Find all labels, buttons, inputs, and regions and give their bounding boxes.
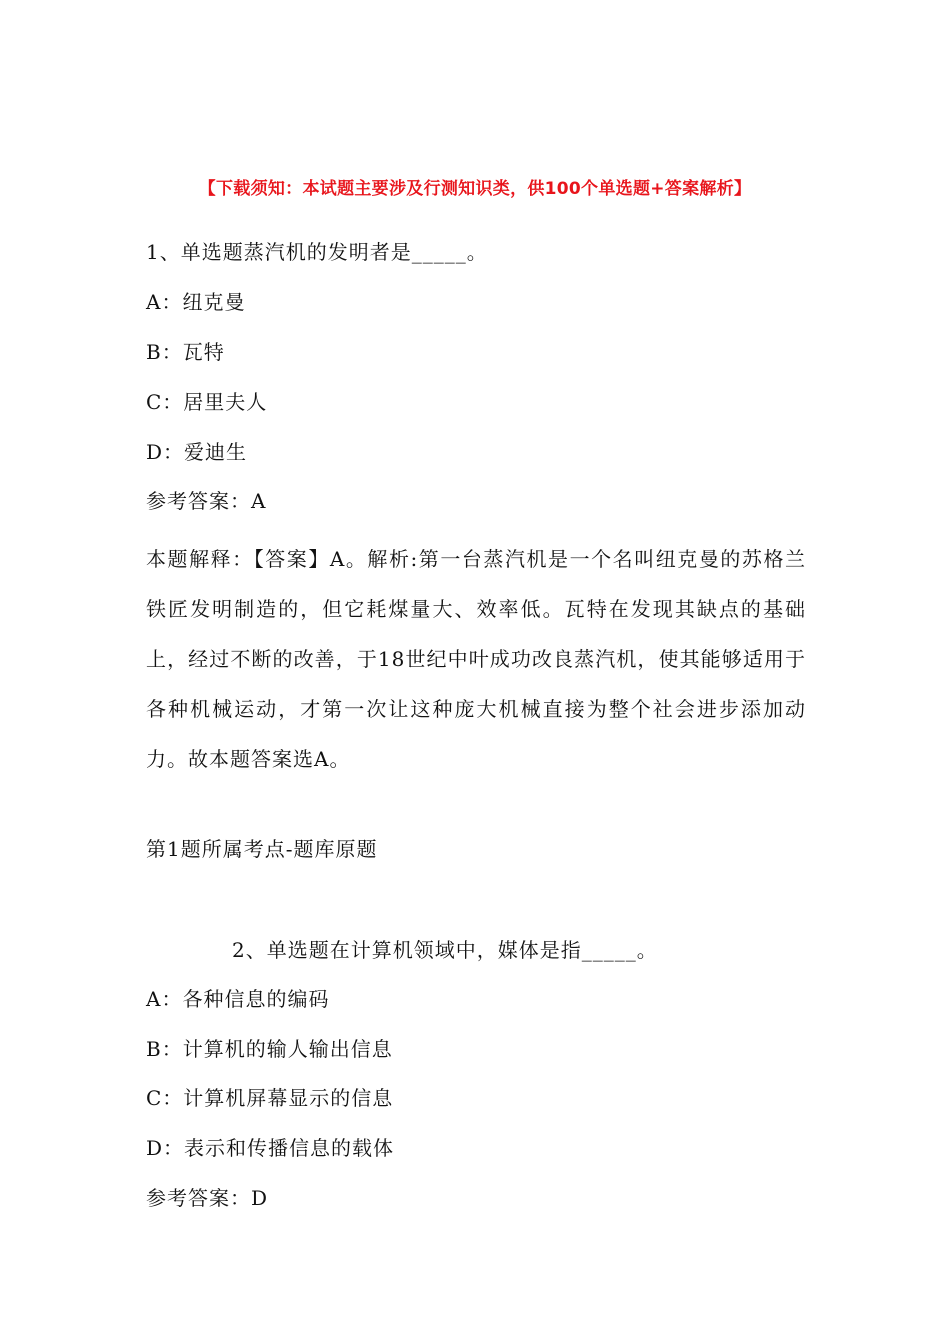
q2-option-c: C：计算机屏幕显示的信息	[146, 1086, 394, 1110]
q2-stem: 2、单选题在计算机领域中，媒体是指_____。	[232, 938, 658, 962]
q1-point: 第1题所属考点-题库原题	[146, 837, 378, 861]
download-notice: 【下载须知：本试题主要涉及行测知识类，供100个单选题+答案解析】	[198, 179, 752, 199]
q1-option-d: D：爱迪生	[146, 440, 248, 464]
q1-stem: 1、单选题蒸汽机的发明者是_____。	[146, 240, 488, 264]
q1-option-c: C：居里夫人	[146, 390, 268, 414]
q1-explanation: 本题解释：【答案】A。解析:第一台蒸汽机是一个名叫纽克曼的苏格兰铁匠发明制造的，但它耗煤量大、效率低。瓦特在发现其缺点的基础上，经过不断的改善，于18世纪中叶成功改良蒸汽机，使其能够适用于各种机械运动，才第一次让这种庞大机械直接为整个社会进步添加动力。故本题答案选A。	[146, 547, 806, 771]
q2-option-d: D：表示和传播信息的载体	[146, 1136, 395, 1160]
q1-option-a: A：纽克曼	[146, 290, 246, 314]
q2-option-a: A：各种信息的编码	[146, 987, 330, 1011]
q2-option-b: B：计算机的输人输出信息	[146, 1037, 393, 1061]
q1-answer: 参考答案：A	[146, 489, 267, 513]
q2-answer: 参考答案：D	[146, 1186, 269, 1210]
q1-option-b: B：瓦特	[146, 340, 225, 364]
